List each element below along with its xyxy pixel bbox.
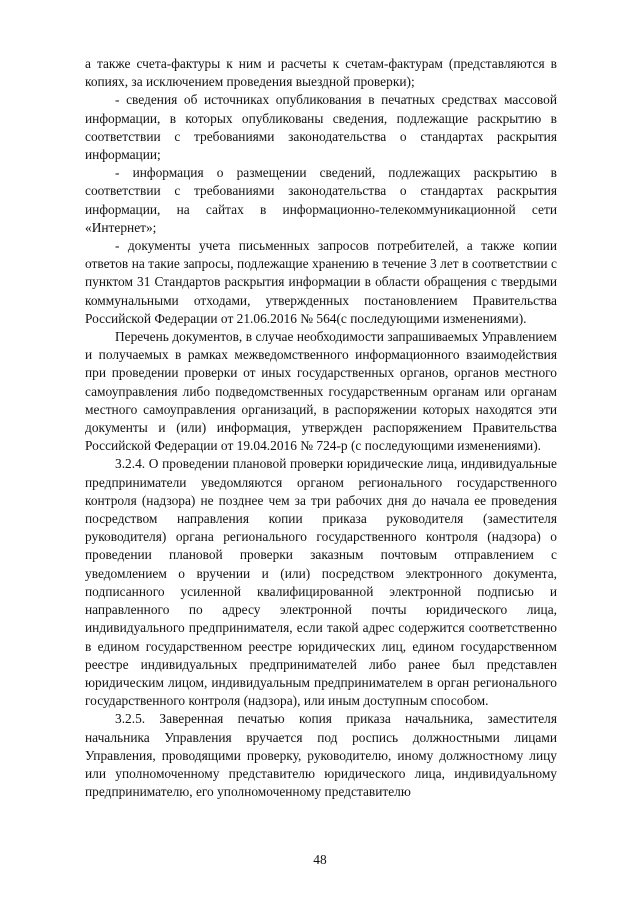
- paragraph: Перечень документов, в случае необходимости запрашиваемых Управлением и получаемых в рамках межведомственного информационного взаимодействия при проведении проверки от иных государственных органов, органов местного самоуправления либо подведомственных государственным органам или органам местного самоуправления организаций, в распоряжении которых находятся эти документы и (или) информация, утвержден распоряжением Правительства Российской Федерации от 19.04.2016 № 724-р (с последующими изменениями).: [85, 329, 557, 454]
- paragraph: 3.2.4. О проведении плановой проверки юридические лица, индивидуальные предприниматели уведомляются органом регионального государственного контроля (надзора) не позднее чем за три рабочих дня до начала ее проведения посредством направления копии приказа руководителя (заместителя руководителя) органа регионального государственного контроля (надзора) о проведении плановой проверки заказным почтовым отправлением с уведомлением о вручении и (или) посредством электронного документа, подписанного усиленной квалифицированной электронной подписью и направленного по адресу электронной почты юридического лица, индивидуального предпринимателя, если такой адрес содержится соответственно в едином государственном реестре юридических лиц, едином государственном реестре индивидуальных предпринимателей либо ранее был представлен юридическим лицом, индивидуальным предпринимателем в орган регионального государственного контроля (надзора), или иным доступным способом.: [85, 456, 557, 709]
- paragraph: - информация о размещении сведений, подлежащих раскрытию в соответствии с требованиями законодательства о стандартах раскрытия информации, на сайтах в информационно-телекоммуникационной сети «Интернет»;: [85, 165, 557, 235]
- document-page-body: [85, 55, 557, 801]
- paragraph: а также счета-фактуры к ним и расчеты к счетам-фактурам (представляются в копиях, за исключением проведения выездной проверки);: [85, 56, 557, 90]
- paragraph: - документы учета письменных запросов потребителей, а также копии ответов на такие запросы, подлежащие хранению в течение 3 лет в соответствии с пунктом 31 Стандартов раскрытия информации в области обращения с твердыми коммунальными отходами, утвержденных постановлением Правительства Российской Федерации от 21.06.2016 № 564(с последующими изменениями).: [85, 238, 557, 326]
- page-number: 48: [313, 852, 327, 867]
- paragraph: 3.2.5. Заверенная печатью копия приказа начальника, заместителя начальника Управления вручается под роспись должностными лицами Управления, проводящими проверку, руководителю, иному должностному лицу или уполномоченному представителю юридического лица, индивидуальному предпринимателю, его уполномоченному представителю: [85, 711, 557, 800]
- paragraph: - сведения об источниках опубликования в печатных средствах массовой информации, в которых опубликованы сведения, подлежащие раскрытию в соответствии с требованиями законодательства о стандартах раскрытия информации;: [85, 92, 557, 163]
